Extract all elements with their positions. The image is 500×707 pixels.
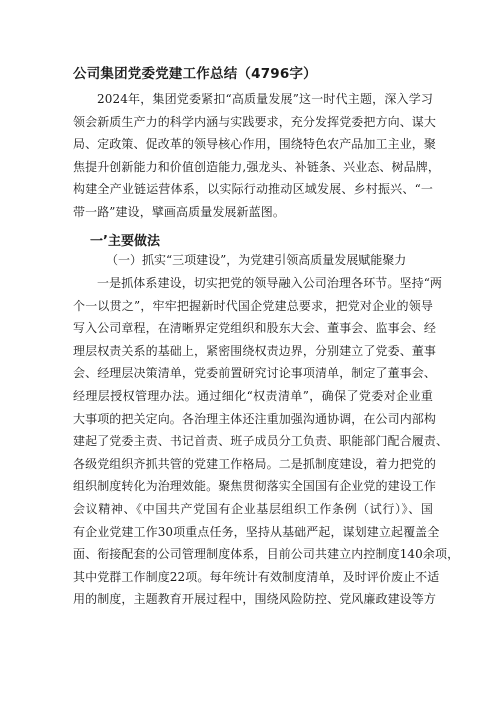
body-line: 经理层授权管理办法。通过细化“权责清单”，确保了党委对企业重 bbox=[73, 388, 433, 403]
body-line: 个一以贯之”，牢牢把握新时代国企党建总要求，把党对企业的领导 bbox=[73, 298, 433, 313]
body-line: 大事项的把关定向。各治理主体还注重加强沟通协调，在公司内部构 bbox=[73, 411, 437, 426]
body-line: 会议精神、《中国共产党国有企业基层组织工作条例（试行）》、国 bbox=[73, 501, 433, 516]
subheading: （一）抓实“三项建设”，为党建引领高质量发展赋能聚力 bbox=[106, 253, 407, 267]
body-line: 理层权责关系的基础上，紧密围绕权责边界，分别建立了党委、董事 bbox=[73, 343, 437, 358]
body-line: 建起了党委主责、书记首责、班子成员分工负责、职能部门配合履责、 bbox=[73, 434, 449, 449]
intro-line: 领会新质生产力的科学内涵与实践要求，充分发挥党委把方向、谋大 bbox=[73, 114, 437, 129]
intro-line: 局、定政策、促改革的领导核心作用，围绕特色农产品加工主业，聚 bbox=[73, 137, 437, 152]
section-heading: 一’主要做法 bbox=[90, 234, 160, 249]
document-title: 公司集团党委党建工作总结（4796字） bbox=[73, 66, 317, 82]
body-line: 用的制度，主题教育开展过程中，围绕风险防控、党风廉政建设等方 bbox=[73, 592, 437, 607]
body-line: 一是抓体系建设，切实把党的领导融入公司治理各环节。坚持“两 bbox=[97, 276, 443, 290]
body-line: 组织制度转化为治理效能。聚焦贯彻落实全国国有企业党的建设工作 bbox=[73, 479, 437, 494]
body-paragraph bbox=[73, 272, 460, 611]
body-line: 会、经理层决策清单，党委前置研究讨论事项清单，制定了董事会、 bbox=[73, 366, 437, 381]
intro-paragraph bbox=[73, 88, 440, 224]
body-line: 写入公司章程，在清晰界定党组织和股东大会、董事会、监事会、经 bbox=[73, 321, 437, 336]
body-line: 面、衔接配套的公司管理制度体系，目前公司共建立内控制度140余项， bbox=[73, 547, 460, 562]
intro-line: 2024年，集团党委紧扣“高质量发展”这一时代主题，深入学习 bbox=[97, 92, 433, 106]
body-line: 其中党群工作制度22项。每年统计有效制度清单，及时评价废止不适 bbox=[73, 569, 440, 584]
intro-line: 焦提升创新能力和价值创造能力,强龙头、补链条、兴业态、树品牌， bbox=[73, 159, 440, 174]
intro-line: 构建全产业链运营体系，以实际行动推动区域发展、乡村振兴、“一 bbox=[73, 182, 433, 197]
intro-line: 带一路”建设，擘画高质量发展新蓝图。 bbox=[73, 204, 285, 219]
body-line: 有企业党建工作30项重点任务，坚持从基础严起，谋划建立起覆盖全 bbox=[73, 524, 440, 539]
body-line: 各级党组织齐抓共管的党建工作格局。二是抓制度建设，着力把党的 bbox=[73, 456, 437, 471]
